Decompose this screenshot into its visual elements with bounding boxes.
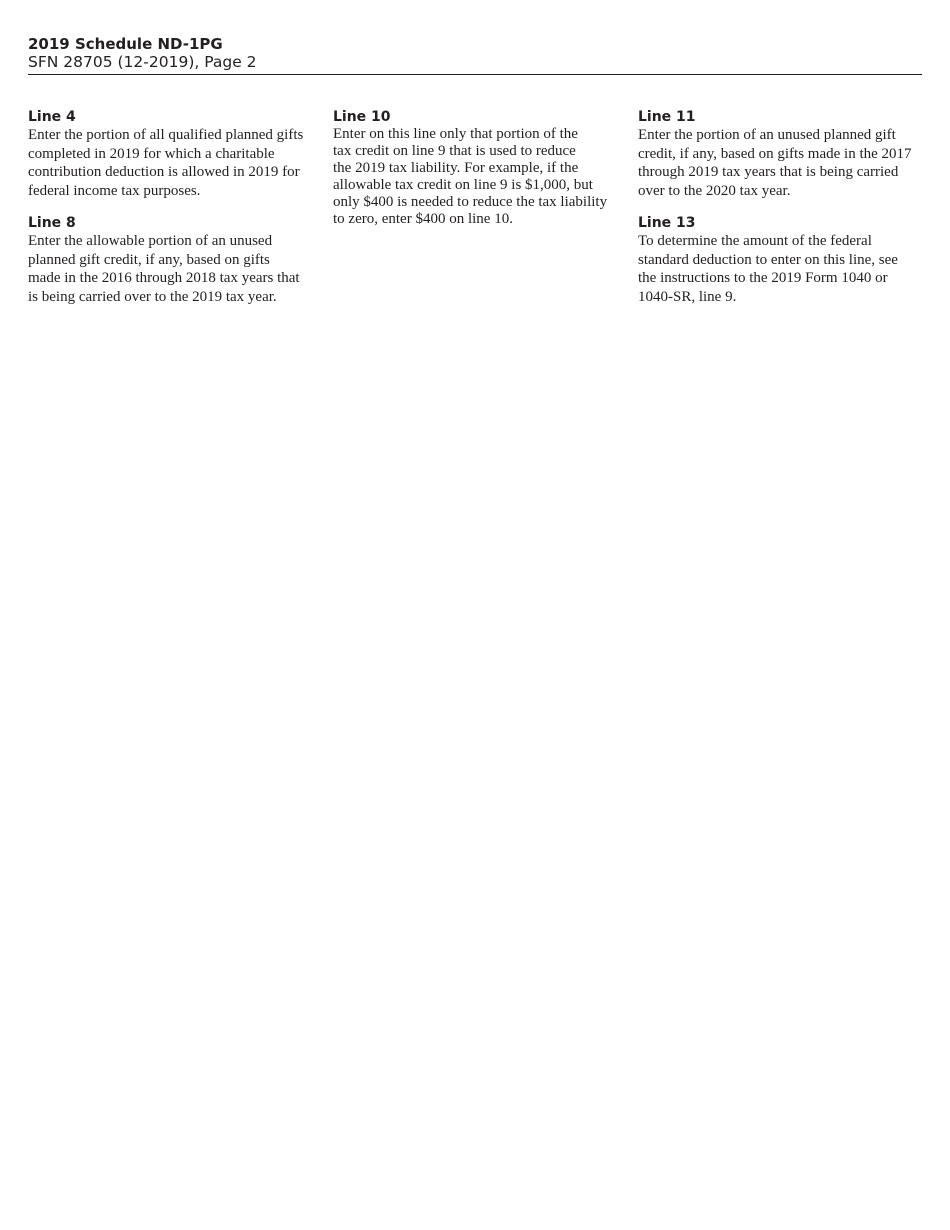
page-header: [28, 35, 922, 72]
line-13-section: [638, 214, 928, 306]
header-divider: [28, 74, 922, 75]
instructions-column-1: [28, 108, 318, 320]
line-13-text: To determine the amount of the federal standard deduction to enter on this line, see the instructions to the 2019 Form 1040 or 1040-SR, line 9.: [638, 233, 898, 305]
line-4-section: [28, 108, 318, 200]
line-13-heading: Line 13: [638, 215, 696, 231]
line-10-section: [333, 108, 623, 228]
line-10-text: Enter on this line only that portion of the tax credit on line 9 that is used to reduce the 2019 tax liability. For example, if the allowable tax credit on line 9 is $1,000, but only $400 is needed to reduce the tax liability to zero, enter $400 on line 10.: [333, 126, 608, 227]
instructions-column-3: [638, 108, 928, 320]
line-11-heading: Line 11: [638, 109, 696, 125]
line-8-text: Enter the allowable portion of an unused planned gift credit, if any, based on gifts made in the 2016 through 2018 tax years that is being carried over to the 2019 tax year.: [28, 233, 300, 305]
line-11-section: [638, 108, 928, 200]
form-subtitle: SFN 28705 (12-2019), Page 2: [28, 53, 257, 71]
line-10-heading: Line 10: [333, 109, 391, 125]
line-8-section: [28, 214, 318, 306]
line-4-heading: Line 4: [28, 109, 76, 125]
line-11-text: Enter the portion of an unused planned gift credit, if any, based on gifts made in the 2017 through 2019 tax years that is being carried over to the 2020 tax year.: [638, 127, 912, 199]
form-title: 2019 Schedule ND-1PG: [28, 35, 223, 53]
line-4-text: Enter the portion of all qualified planned gifts completed in 2019 for which a charitable contribution deduction is allowed in 2019 for federal income tax purposes.: [28, 127, 304, 199]
instructions-column-2: [333, 108, 623, 242]
line-8-heading: Line 8: [28, 215, 76, 231]
